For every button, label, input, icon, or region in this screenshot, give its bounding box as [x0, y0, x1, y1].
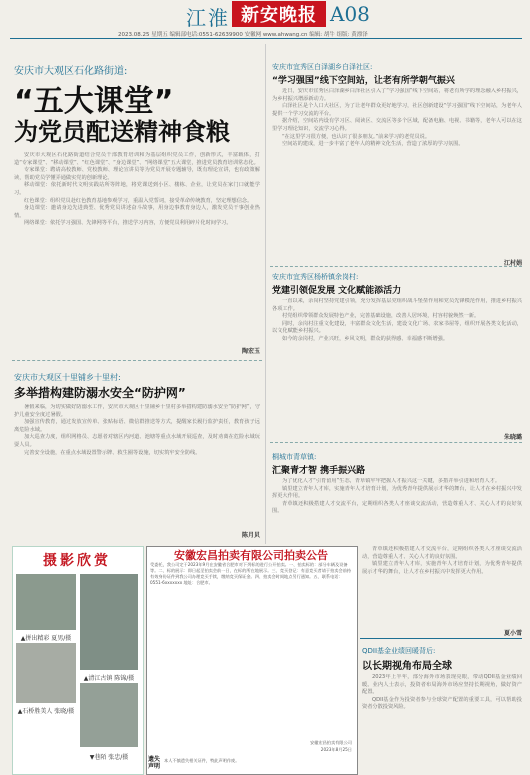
article-headline: “学习强国”线下空间站，让老有所学朝气振兴: [272, 76, 455, 86]
ad-date: 2023年8月25日: [320, 747, 352, 752]
article-paragraph: 红色课堂：组织党员赴红色教育基地参观学习，重温入党誓词，接受革命传统教育，坚定理想信念。: [24, 197, 253, 204]
newspaper-logo: 新安晚报: [232, 1, 326, 27]
article-headline: 汇聚青才智 携手振兴路: [272, 466, 366, 476]
article-body: [14, 404, 260, 524]
article-kicker: 安庆市大观区十里铺乡十里村:: [14, 373, 121, 382]
article-kicker: 安庆市宜秀区白泽湖乡白泽社区:: [272, 63, 373, 71]
article-body-continued: [362, 546, 522, 632]
gallery-photo: [80, 683, 138, 747]
gallery-title: 摄影欣赏: [43, 553, 111, 569]
page-number: A08: [330, 2, 370, 26]
photo-caption: ▲石桥胜美人 张晓/摄: [17, 708, 75, 715]
photo-caption: ▲清江古镇 陈锦/摄: [83, 675, 135, 682]
article-body: [362, 674, 522, 770]
article-body: [272, 478, 522, 542]
article-paragraph: 加大巡查力度，组织网格员、志愿者对辖区内河道、池塘等重点水域开展巡查，及时劝离在危险水域玩耍人员。: [14, 434, 260, 448]
article-byline: 江村娟: [503, 260, 522, 267]
article-headline: 多举措构建防溺水安全“防护网”: [14, 386, 186, 400]
article-paragraph: 2023年上半年，部分海外市场表现亮眼，带动QDII基金业绩回暖。业内人士表示，投资者布局海外市场应坚持长期视角，做好资产配置。: [362, 674, 522, 696]
article-paragraph: 移动课堂：依托新时代文明实践站所等阵地，将党课送到小区、楼栋、企业，让党员在家门口就能学习。: [14, 182, 260, 196]
article-paragraph: 暑假来临，为切实做好防溺水工作，安庆市大观区十里铺乡十里村多举措构建防溺水安全“防护网”，守护儿童安全度过暑假。: [14, 404, 260, 418]
photo-caption: ▼巷陌 张忠/摄: [89, 754, 129, 761]
article-paragraph: QDII基金作为投资者参与全球资产配置的重要工具，可以帮助投资者分散投资风险。: [362, 696, 522, 711]
article-paragraph: 空间站的建成，进一步丰富了老年人的精神文化生活，营造了浓厚的学习氛围。: [282, 141, 464, 148]
ad-title: 安徽宏昌拍卖有限公司拍卖公告: [174, 549, 328, 562]
article-paragraph: 青草镇还积极搭建人才交流平台，定期组织各类人才座谈交流活动，营造尊重人才、关心人才的良好氛围。: [272, 500, 522, 515]
divider: [12, 360, 262, 361]
article-headline: 以长期视角布局全球: [362, 661, 452, 672]
article-byline: 夏小雪: [503, 630, 522, 637]
article-paragraph: 网络课堂：依托学习强国、先锋网等平台，推送学习内容，方便党员利用碎片化时间学习。: [24, 220, 232, 227]
article-headline-line2: 为党员配送精神食粮: [14, 118, 230, 146]
article-paragraph: 青草镇还积极搭建人才交流平台，定期组织各类人才座谈交流活动，营造尊重人才、关心人才的良好氛围。: [362, 546, 522, 560]
article-kicker: 安庆市宜秀区杨桥镇余岗村:: [272, 273, 359, 281]
ad-body: 受委托，我公司定于2023年9月在安徽省合肥市对下列标的进行公开拍卖。一、拍卖标的：部分车辆及设备等。二、标的展示：即日起至拍卖会前一日，在标的所在地展示。三、竞买登记：有意竞买者请于拍卖会前持有效身份证件到我公司办理竞买手续，缴纳竞买保证金。四、拍卖会时间地点另行通知。五、联系电话：0551-6xxxxxxx 地址：合肥市。: [150, 562, 352, 585]
notice-label: 遗失声明: [148, 756, 161, 770]
gallery-photo: [16, 643, 76, 703]
divider: [270, 266, 522, 267]
article-byline: 陶宏玉: [241, 348, 260, 355]
divider: [360, 638, 522, 639]
article-byline: 陈月贝: [241, 532, 260, 539]
article-paragraph: 专家课堂：聘请高校教师、党校教师、理论宣讲员等为党员开展专题辅导，既有理论宣讲，也有政策解读，帮助党员学懂弄通做实党的创新理论。: [14, 167, 260, 181]
article-paragraph: 镇里建立青年人才库，实施青年人才培育计划，为优秀青年提供展示才华的舞台，让人才在乡村振兴中发挥更大作用。: [362, 561, 522, 575]
article-paragraph: 据介绍，空间站内设有学习区、阅读区、交流区等多个区域，配备电脑、电视、书籍等，老年人可以在这里学习理论知识，交流学习心得。: [272, 118, 522, 132]
article-kicker: 桐城市青草镇:: [272, 453, 317, 461]
photo-caption: ▲拼出精彩 夏男/摄: [20, 635, 72, 642]
article-kicker: 安庆市大观区石化路街道:: [14, 66, 128, 77]
article-paragraph: 镇里建立青年人才库，实施青年人才培育计划，为优秀青年提供展示才华的舞台，让人才在乡村振兴中发挥更大作用。: [272, 485, 522, 500]
article-paragraph: 安庆市大观区石化路街道结合党员干部教育培训和为基层组织党员工作，创新形式，丰富载体，打造“专家课堂”、“移动课堂”、“红色课堂”、“身边课堂”、“网络课堂”五大课堂，推进党员教育培训常态化。: [14, 152, 260, 166]
column-divider: [265, 44, 266, 544]
article-headline: 党建引领促发展 文化赋能添活力: [272, 286, 402, 296]
gallery-photo: [80, 574, 138, 670]
article-kicker: QDII基金业绩回暖背后:: [362, 647, 436, 655]
article-body: [272, 298, 522, 430]
article-paragraph: 为了优化人才“引育留用”生态，青草镇牢牢把握人才振兴这一关键，多措并举引进和培育人才。: [282, 478, 501, 484]
section-name: 江淮: [186, 6, 230, 30]
ad-footer: 安徽宏昌拍卖有限公司: [310, 740, 352, 745]
article-paragraph: 加强宣传教育，通过发放宣传单、张贴标语、微信群推送等方式，提醒家长履行监护责任，教育孩子远离危险水域。: [14, 419, 260, 433]
article-paragraph: 完善安全设施，在重点水域设置警示牌、救生圈等设施，切实筑牢安全防线。: [24, 449, 201, 456]
article-byline: 朱晓璐: [503, 434, 522, 441]
gallery-photo: [16, 574, 76, 630]
article-body: [272, 88, 522, 256]
article-paragraph: 一直以来，余岗村坚持党建引领，充分发挥基层党组织战斗堡垒作用和党员先锋模范作用，推进乡村振兴各项工作。: [272, 298, 522, 312]
article-paragraph: “在这里学习很方便，也认识了很多朋友。”前来学习的老党员说。: [282, 133, 431, 140]
masthead-rule: [10, 38, 522, 39]
article-paragraph: 如今的余岗村，产业兴旺，乡风文明，群众的获得感、幸福感不断增强。: [282, 335, 449, 342]
article-paragraph: 白泽社区是个人口大社区，为了让老年群众更好地学习，社区创新建设“学习强国”线下空间站，为老年人提供一个学习交流的平台。: [272, 103, 522, 117]
article-paragraph: 同时，余岗村注重文化建设，丰富群众文化生活，建设文化广场、农家书屋等，组织开展各类文化活动，以文化赋能乡村振兴。: [272, 320, 522, 335]
article-paragraph: 身边课堂：邀请身边先进典型、优秀党员讲述奋斗故事，用身边事教育身边人，激发党员干事创业热情。: [14, 205, 260, 219]
notice-text: 本人不慎遗失相关证件，特此声明作废。: [164, 758, 240, 763]
divider: [270, 442, 522, 443]
article-paragraph: 近日，安庆市宜秀区白泽湖乡白泽社区引入了“学习强国”线下空间站，将老有所学的理念融入乡村振兴，为乡村振兴增添新动力。: [272, 88, 522, 102]
masthead-info: 2023.08.25 星期五 编辑部电话:0551-62639900 安徽网 www.ahwang.cn 编辑: 胡牛 组版: 黄漂泽: [118, 32, 368, 38]
article-paragraph: 村党组织带领群众发展特色产业，完善基础设施，改善人居环境，村容村貌焕然一新。: [282, 313, 480, 320]
article-headline: “五大课堂”: [14, 84, 174, 119]
article-body: [14, 152, 260, 344]
